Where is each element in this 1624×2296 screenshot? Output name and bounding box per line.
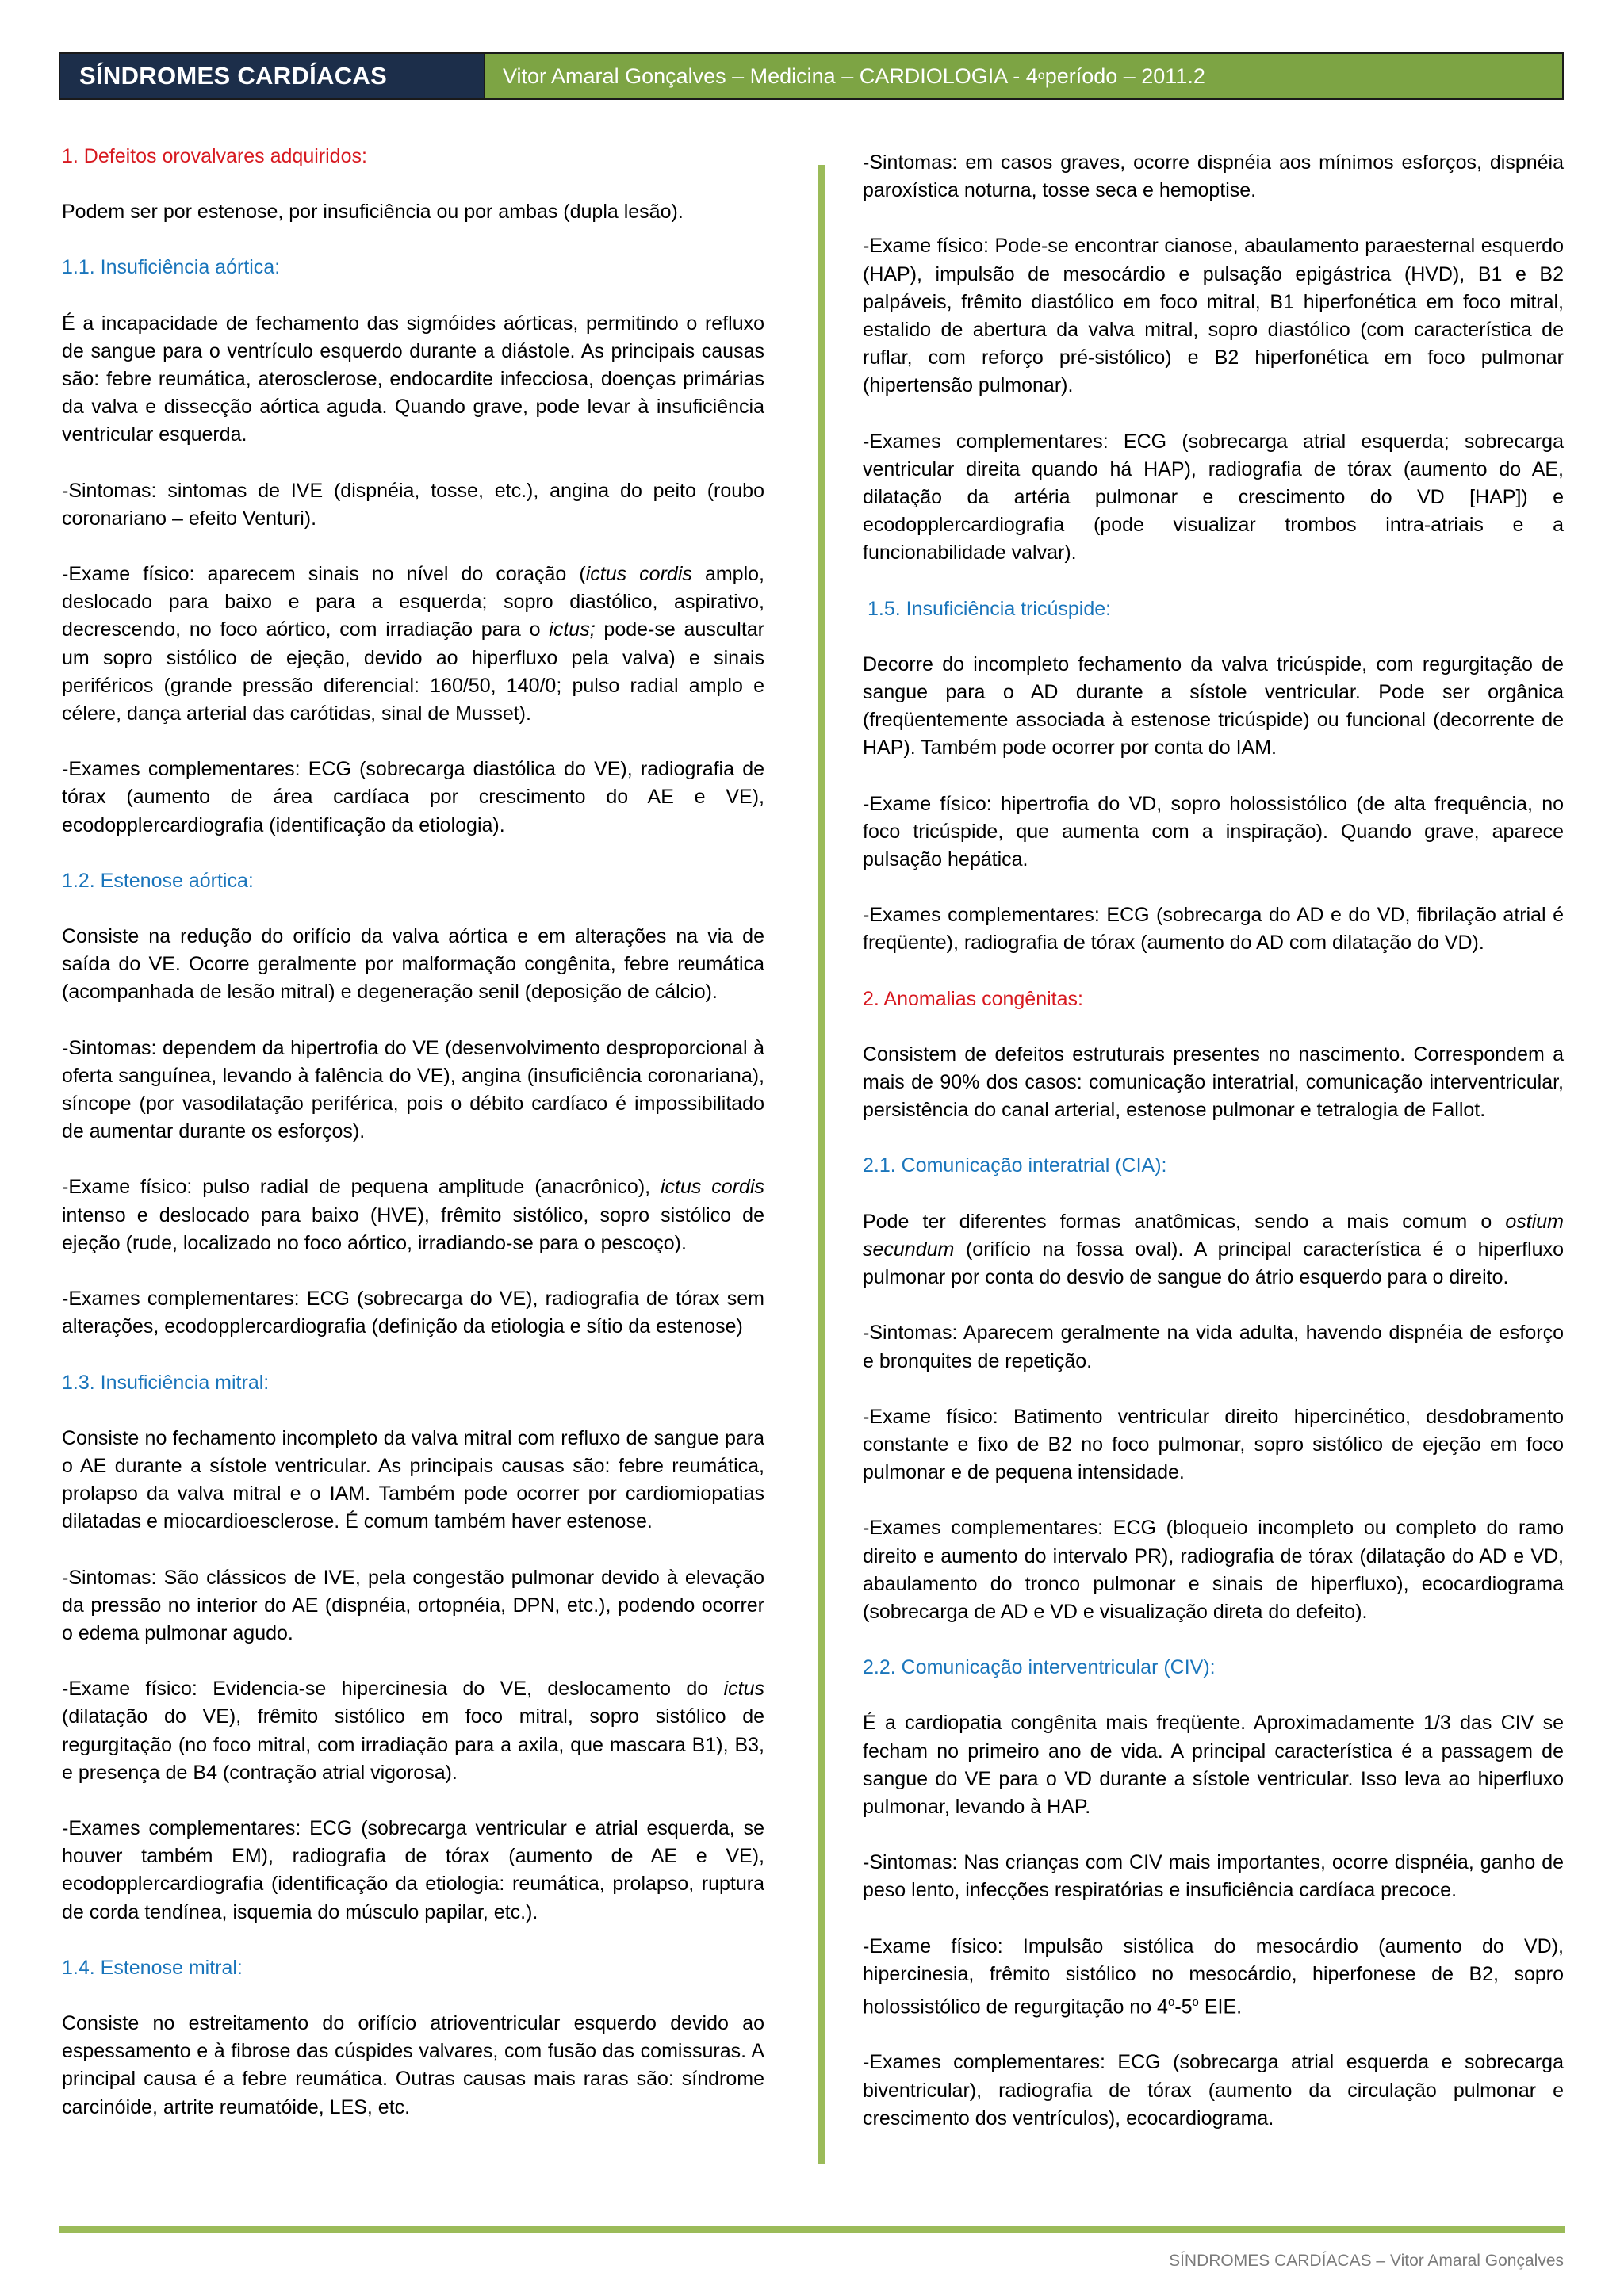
right-column xyxy=(863,149,1564,2160)
text-run: amplo, deslocado para baixo e para a esquerda; sopro diastólico, aspirativo, decrescendo, no foco aórtico, com irradiação para o xyxy=(62,563,764,641)
paragraph: Consiste no fechamento incompleto da valva mitral com refluxo de sangue para o AE durante a sístole ventricular. As principais causas são: febre reumática, prolapso da valva mitral e o IAM. Também pode ocorrer por cardiomiopatias dilatadas e miocardioesclerose. É comum também haver estenose. xyxy=(62,1426,764,1533)
paragraph: -Exames complementares: ECG (sobrecarga do AD e do VD, fibrilação atrial é freqüente), radiografia de tórax (aumento do AD com dilatação do VD). xyxy=(863,904,1564,955)
left-column xyxy=(62,143,764,2149)
paragraph: -Exames complementares: ECG (sobrecarga do VE), radiografia de tórax sem alterações, ecodopplercardiografia (definição da etiologia e sítio da estenose) xyxy=(62,1288,764,1338)
italic-term: ictus cordis xyxy=(585,563,692,586)
subsection-heading: 1.3. Insuficiência mitral: xyxy=(62,1371,270,1394)
paragraph: -Sintomas: Nas crianças com CIV mais importantes, ocorre dispnéia, ganho de peso lento, infecções respiratórias e insuficiência cardíaca precoce. xyxy=(863,1851,1564,1902)
paragraph: -Exames complementares: ECG (sobrecarga diastólica do VE), radiografia de tórax (aumento de área cardíaca por crescimento do AE e VE), ecodopplercardiografia (identificação da etiologia). xyxy=(62,758,764,836)
text-run: -Exame físico: pulso radial de pequena amplitude (anacrônico), xyxy=(62,1176,661,1199)
text-run: -Exame físico: Impulsão sistólica do mesocárdio (aumento do VD), hipercinesia, frêmito sistólico no mesocárdio, hiperfonese de B2, sopro holossistólico de regurgitação no 4 xyxy=(863,1934,1564,2019)
paragraph: -Exames complementares: ECG (sobrecarga ventricular e atrial esquerda, se houver também EM), radiografia de tórax (aumento de AE e VE), ecodopplercardiografia (identificação da etiologia: reumática, prolapso, ruptura de corda tendínea, isquemia do músculo papilar, etc.). xyxy=(62,1816,764,1923)
paragraph: Consiste no estreitamento do orifício atrioventricular esquerdo devido ao espessamento e à fibrose das cúspides valvares, com fusão das comissuras. A principal causa é a febre reumática. Outras causas mais raras são: síndrome carcinóide, artrite reumatóide, LES, etc. xyxy=(62,2011,764,2118)
paragraph: -Sintomas: São clássicos de IVE, pela congestão pulmonar devido à elevação da pressão no interior do AE (dispnéia, ortopnéia, DPN, etc.), podendo ocorrer o edema pulmonar agudo. xyxy=(62,1566,764,1644)
subtitle-ordinal: o xyxy=(1037,69,1045,82)
paragraph: -Exame físico: hipertrofia do VD, sopro holossistólico (de alta frequência, no foco tricúspide, que aumenta com a inspiração). Quando grave, aparece pulsação hepática. xyxy=(863,792,1564,871)
paragraph: Decorre do incompleto fechamento da valva tricúspide, com regurgitação de sangue para o AD durante a sístole ventricular. Pode ser orgânica (freqüentemente associada à estenose tricúspide) ou funcional (decorrente de HAP). Também pode ocorrer por conta do IAM. xyxy=(863,652,1564,760)
paragraph: -Sintomas: dependem da hipertrofia do VE (desenvolvimento desproporcional à oferta sanguínea, levando à falência do VE), angina (insuficiência coronariana), síncope (por vasodilatação periférica, pois o débito cardíaco é impossibilitado de aumentar durante os esforços). xyxy=(62,1036,764,1143)
section-heading: 2. Anomalias congênitas: xyxy=(863,987,1083,1010)
subsection-heading: 1.4. Estenose mitral: xyxy=(62,1956,243,1979)
paragraph: -Sintomas: sintomas de IVE (dispnéia, tosse, etc.), angina do peito (roubo coronariano – efeito Venturi). xyxy=(62,479,764,530)
footer-text: SÍNDROMES CARDÍACAS – Vitor Amaral Gonçalves xyxy=(1169,2252,1564,2270)
subsection-heading: 1.2. Estenose aórtica: xyxy=(62,869,254,892)
ordinal-marker: o xyxy=(1167,1995,1175,2009)
paragraph: Consistem de defeitos estruturais presentes no nascimento. Correspondem a mais de 90% dos casos: comunicação interatrial, comunicação interventricular, persistência do canal arterial, estenose pulmonar e tetralogia de Fallot. xyxy=(863,1043,1564,1122)
paragraph: Podem ser por estenose, por insuficiência ou por ambas (dupla lesão). xyxy=(62,201,684,224)
ordinal-marker: o xyxy=(1192,1995,1199,2009)
section-heading: 1. Defeitos orovalvares adquiridos: xyxy=(62,145,367,167)
text-run: -Exame físico: Evidencia-se hipercinesia do VE, deslocamento do xyxy=(62,1678,724,1701)
document-subtitle xyxy=(484,54,1562,98)
subsection-heading: 2.1. Comunicação interatrial (CIA): xyxy=(863,1154,1167,1177)
subtitle-period: período – 2011.2 xyxy=(1044,63,1205,88)
paragraph: -Sintomas: Aparecem geralmente na vida adulta, havendo dispnéia de esforço e bronquites de repetição. xyxy=(863,1322,1564,1372)
paragraph: -Sintomas: em casos graves, ocorre dispnéia aos mínimos esforços, dispnéia paroxística noturna, tosse seca e hemoptise. xyxy=(863,151,1564,202)
paragraph xyxy=(62,1675,764,1787)
paragraph: -Exame físico: Pode-se encontrar cianose, abaulamento paraesternal esquerdo (HAP), impulsão de mesocárdio e pulsação epigástrica (HVD), B1 e B2 palpáveis, frêmito diastólico em foco mitral, B1 hiperfonética em foco mitral, estalido de abertura da valva mitral, sopro diastólico (com característica de ruflar, com reforço pré-sistólico) e B2 hiperfonética em foco pulmonar (hipertensão pulmonar). xyxy=(863,235,1564,397)
paragraph: -Exames complementares: ECG (sobrecarga atrial esquerda; sobrecarga ventricular direita quando há HAP), radiografia de tórax (aumento do AE, dilatação da artéria pulmonar e crescimento do VD [HAP]) e ecodopplercardiografia (pode visualizar trombos intra-atriais e a funcionabilidade valvar). xyxy=(863,430,1564,564)
document-title: SÍNDROMES CARDÍACAS xyxy=(60,54,484,98)
subtitle-text: Vitor Amaral Gonçalves – Medicina – CARDIOLOGIA - 4 xyxy=(503,63,1038,88)
paragraph: É a cardiopatia congênita mais freqüente. Aproximadamente 1/3 das CIV se fecham no primeiro ano de vida. A principal característica é a passagem de sangue do VE para o VD durante a sístole ventricular. Isso leva ao hiperfluxo pulmonar, levando à HAP. xyxy=(863,1712,1564,1818)
italic-term: ictus; xyxy=(549,618,596,641)
italic-term: ictus xyxy=(723,1678,764,1701)
paragraph xyxy=(62,561,764,728)
text-run: (dilatação do VE), frêmito sistólico em foco mitral, sopro sistólico de regurgitação (no foco mitral, com irradiação para a axila, que mascara B1), B3, e presença de B4 (contração atrial vigorosa). xyxy=(62,1705,764,1784)
paragraph: -Exames complementares: ECG (bloqueio incompleto ou completo do ramo direito e aumento do intervalo PR), radiografia de tórax (dilatação do AD e VD, abaulamento do tronco pulmonar e sinais de hiperfluxo), ecocardiograma (sobrecarga de AD e VD e visualização direta do defeito). xyxy=(863,1517,1564,1623)
paragraph xyxy=(62,1173,764,1257)
paragraph: É a incapacidade de fechamento das sigmóides aórticas, permitindo o refluxo de sangue para o ventrículo esquerdo durante a diástole. As principais causas são: febre reumática, aterosclerose, endocardite infecciosa, doenças primárias da valva e dissecção aórtica aguda. Quando grave, pode levar à insuficiência ventricular esquerda. xyxy=(62,312,764,446)
paragraph: Consiste na redução do orifício da valva aórtica e em alterações na via de saída do VE. Ocorre geralmente por malformação congênita, febre reumática (acompanhada de lesão mitral) e degeneração senil (deposição de cálcio). xyxy=(62,925,764,1004)
text-run: pode-se auscultar um sopro sistólico de ejeção, devido ao hiperfluxo pela valva) e sinais periféricos (grande pressão diferencial: 160/50, 140/0; pulso radial amplo e célere, dança arterial das carótidas, sinal de Musset). xyxy=(62,618,764,725)
paragraph xyxy=(863,1933,1564,2022)
subsection-heading: 1.1. Insuficiência aórtica: xyxy=(62,256,281,279)
text-run: intenso e deslocado para baixo (HVE), frêmito sistólico, sopro sistólico de ejeção (rude, localizado no foco aórtico, irradiando-se para o pescoço). xyxy=(62,1203,764,1254)
text-run: Pode ter diferentes formas anatômicas, sendo a mais comum o xyxy=(863,1210,1506,1233)
italic-term: ostium secundum xyxy=(863,1210,1564,1261)
text-run: EIE. xyxy=(1198,1996,1243,2019)
subsection-heading: 2.2. Comunicação interventricular (CIV): xyxy=(863,1656,1216,1679)
column-divider xyxy=(818,165,825,2164)
paragraph xyxy=(863,1208,1564,1292)
paragraph: -Exames complementares: ECG (sobrecarga atrial esquerda e sobrecarga biventricular), radiografia de tórax (aumento da circulação pulmonar e crescimento dos ventrículos), ecocardiograma. xyxy=(863,2051,1564,2130)
italic-term: ictus cordis xyxy=(661,1176,764,1199)
text-run: (orifício na fossa oval). A principal característica é o hiperfluxo pulmonar por conta do desvio de sangue do átrio esquerdo para o direito. xyxy=(863,1238,1564,1289)
text-run: -Exame físico: aparecem sinais no nível do coração ( xyxy=(62,563,586,586)
text-run: -5 xyxy=(1174,1996,1193,2019)
subsection-heading: 1.5. Insuficiência tricúspide: xyxy=(868,597,1112,620)
footer-rule xyxy=(59,2226,1565,2233)
page-header xyxy=(59,52,1564,100)
paragraph: -Exame físico: Batimento ventricular direito hipercinético, desdobramento constante e fixo de B2 no foco pulmonar, sopro sistólico de ejeção em foco pulmonar e de pequena intensidade. xyxy=(863,1405,1564,1484)
